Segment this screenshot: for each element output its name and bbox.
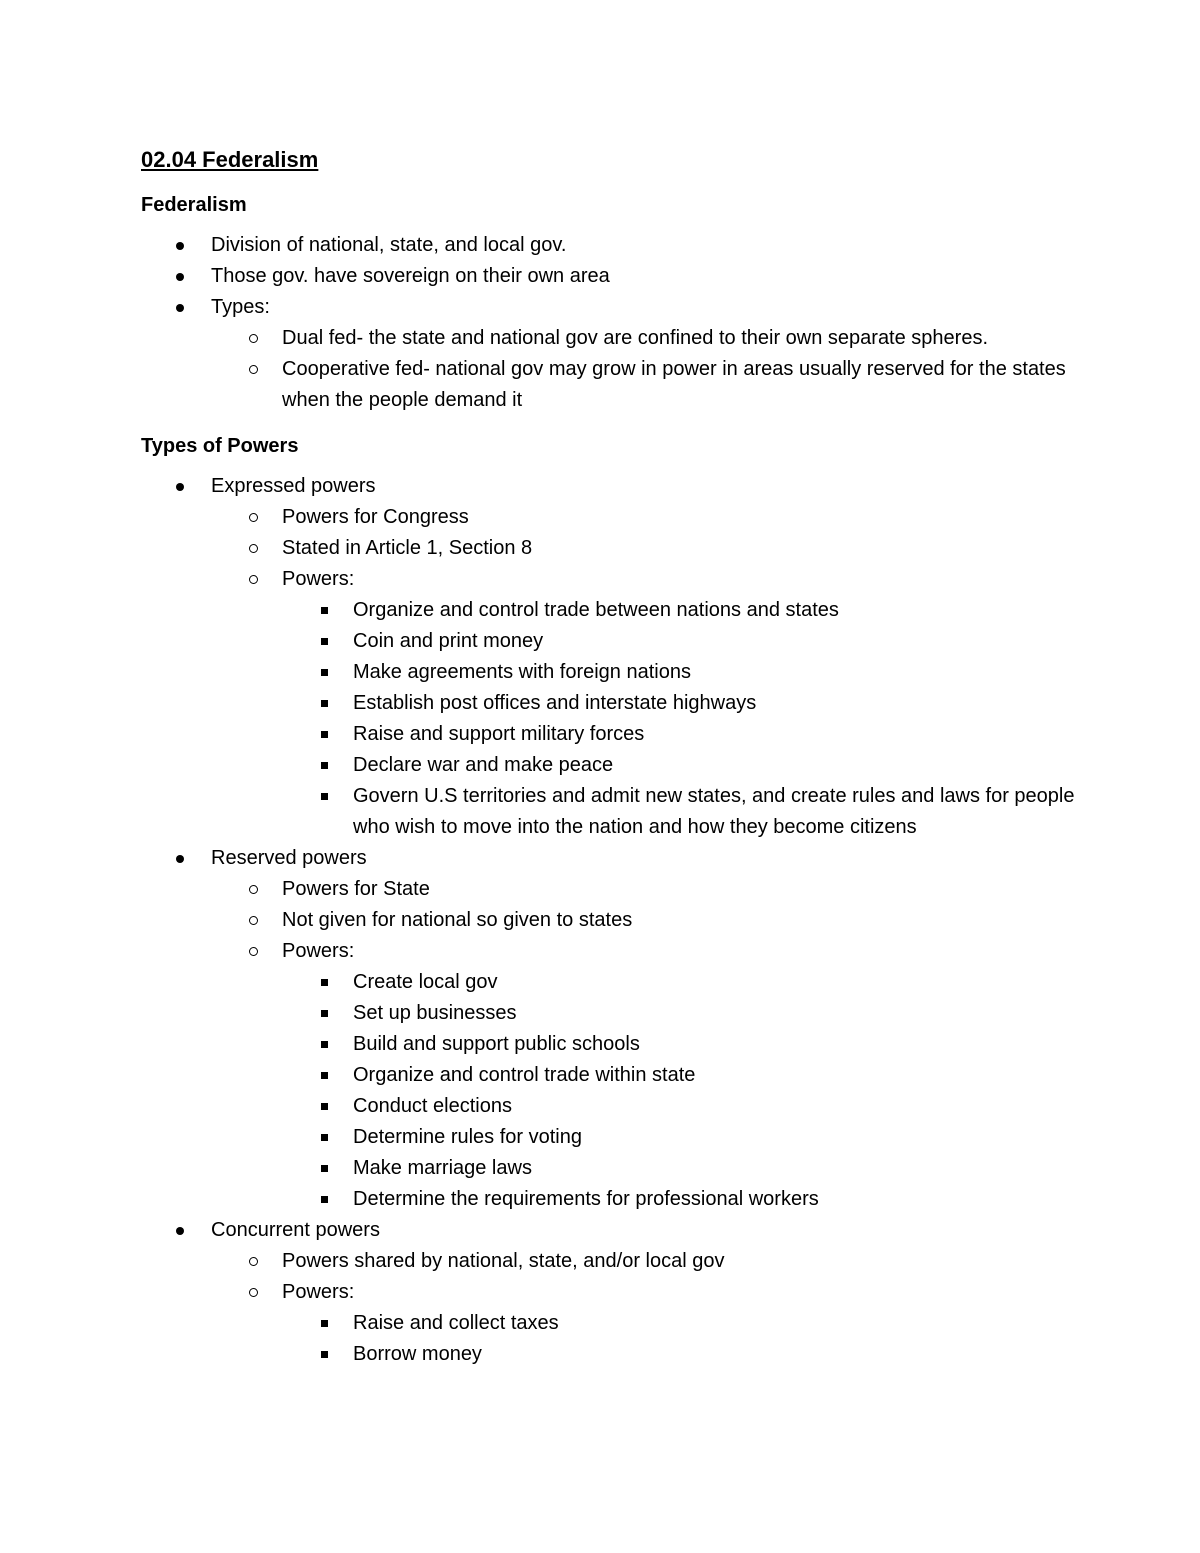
disc-bullet-icon [173, 1215, 187, 1246]
circle-bullet-icon [246, 502, 260, 533]
document-body [141, 144, 1081, 1385]
bullet-list-level-2 [211, 502, 1081, 843]
list-item-text: Raise and collect taxes [353, 1312, 559, 1334]
list-item [282, 1091, 1081, 1122]
square-bullet-icon [317, 595, 331, 626]
list-item [282, 626, 1081, 657]
list-item-text: Determine rules for voting [353, 1126, 582, 1148]
list-item [211, 323, 1081, 354]
list-item-text: Dual fed- the state and national gov are confined to their own separate spheres. [282, 327, 989, 349]
disc-bullet-icon [173, 292, 187, 323]
list-item-text: Conduct elections [353, 1095, 512, 1117]
list-item [211, 354, 1081, 416]
circle-bullet-icon [246, 533, 260, 564]
square-bullet-icon [317, 1153, 331, 1184]
list-item [282, 998, 1081, 1029]
disc-bullet-icon [173, 230, 187, 261]
disc-bullet-icon [173, 843, 187, 874]
list-item [141, 261, 1081, 292]
list-item-text: Powers: [282, 940, 355, 962]
list-item [141, 1215, 1081, 1370]
list-item [211, 533, 1081, 564]
list-item [211, 502, 1081, 533]
square-bullet-icon [317, 1122, 331, 1153]
list-item [282, 1029, 1081, 1060]
list-item-text: Expressed powers [211, 475, 376, 497]
list-item-text: Concurrent powers [211, 1219, 380, 1241]
list-item [211, 1277, 1081, 1370]
disc-bullet-icon [173, 261, 187, 292]
square-bullet-icon [317, 967, 331, 998]
bullet-list-level-1 [141, 230, 1081, 416]
list-item [282, 967, 1081, 998]
list-item-text: Reserved powers [211, 847, 367, 869]
square-bullet-icon [317, 626, 331, 657]
list-item [211, 874, 1081, 905]
disc-bullet-icon [173, 471, 187, 502]
list-item [282, 1122, 1081, 1153]
list-item-text: Powers shared by national, state, and/or local gov [282, 1250, 725, 1272]
list-item-text: Not given for national so given to states [282, 909, 633, 931]
document-sections [141, 190, 1081, 1370]
section-heading: Federalism [141, 194, 247, 216]
square-bullet-icon [317, 781, 331, 812]
list-item-text: Powers for State [282, 878, 430, 900]
bullet-list-level-2 [211, 323, 1081, 416]
square-bullet-icon [317, 1060, 331, 1091]
bullet-list-level-2 [211, 1246, 1081, 1370]
list-item [211, 564, 1081, 843]
list-item [282, 1339, 1081, 1370]
circle-bullet-icon [246, 1246, 260, 1277]
circle-bullet-icon [246, 905, 260, 936]
list-item [282, 1153, 1081, 1184]
bullet-list-level-3 [282, 967, 1081, 1215]
list-item-text: Make agreements with foreign nations [353, 661, 691, 683]
list-item [282, 688, 1081, 719]
list-item-text: Organize and control trade within state [353, 1064, 696, 1086]
list-item-text: Create local gov [353, 971, 498, 993]
square-bullet-icon [317, 657, 331, 688]
list-item-text: Govern U.S territories and admit new states, and create rules and laws for people who wish to move into the nation and how they become citizens [353, 785, 1075, 838]
list-item [211, 1246, 1081, 1277]
list-item-text: Types: [211, 296, 270, 318]
square-bullet-icon [317, 1184, 331, 1215]
list-item [282, 719, 1081, 750]
list-item-text: Powers: [282, 568, 355, 590]
square-bullet-icon [317, 998, 331, 1029]
list-item [141, 230, 1081, 261]
list-item [282, 657, 1081, 688]
list-item [282, 781, 1081, 843]
list-item-text: Determine the requirements for professional workers [353, 1188, 819, 1210]
circle-bullet-icon [246, 874, 260, 905]
bullet-list-level-3 [282, 595, 1081, 843]
list-item-text: Establish post offices and interstate highways [353, 692, 757, 714]
list-item-text: Coin and print money [353, 630, 544, 652]
list-item-text: Set up businesses [353, 1002, 517, 1024]
list-item [141, 471, 1081, 843]
circle-bullet-icon [246, 1277, 260, 1308]
circle-bullet-icon [246, 354, 260, 385]
square-bullet-icon [317, 719, 331, 750]
list-item [211, 905, 1081, 936]
list-item-text: Organize and control trade between nations and states [353, 599, 839, 621]
list-item [282, 595, 1081, 626]
list-item-text: Make marriage laws [353, 1157, 532, 1179]
list-item [282, 1060, 1081, 1091]
circle-bullet-icon [246, 564, 260, 595]
list-item-text: Declare war and make peace [353, 754, 614, 776]
bullet-list-level-1 [141, 471, 1081, 1370]
list-item [282, 750, 1081, 781]
square-bullet-icon [317, 688, 331, 719]
bullet-list-level-2 [211, 874, 1081, 1215]
list-item-text: Raise and support military forces [353, 723, 645, 745]
bullet-list-level-3 [282, 1308, 1081, 1370]
list-item-text: Borrow money [353, 1343, 482, 1365]
list-item-text: Powers: [282, 1281, 355, 1303]
list-item [282, 1308, 1081, 1339]
square-bullet-icon [317, 1339, 331, 1370]
square-bullet-icon [317, 1029, 331, 1060]
list-item [211, 936, 1081, 1215]
list-item [282, 1184, 1081, 1215]
list-item-text: Stated in Article 1, Section 8 [282, 537, 533, 559]
circle-bullet-icon [246, 323, 260, 354]
square-bullet-icon [317, 1308, 331, 1339]
list-item-text: Those gov. have sovereign on their own area [211, 265, 610, 287]
circle-bullet-icon [246, 936, 260, 967]
list-item [141, 843, 1081, 1215]
list-item-text: Powers for Congress [282, 506, 469, 528]
list-item-text: Cooperative fed- national gov may grow in power in areas usually reserved for the states when the people demand it [282, 358, 1066, 411]
square-bullet-icon [317, 750, 331, 781]
document-title: 02.04 Federalism [141, 147, 319, 172]
list-item-text: Division of national, state, and local gov. [211, 234, 567, 256]
list-item [141, 292, 1081, 416]
list-item-text: Build and support public schools [353, 1033, 640, 1055]
square-bullet-icon [317, 1091, 331, 1122]
section-heading: Types of Powers [141, 435, 299, 457]
